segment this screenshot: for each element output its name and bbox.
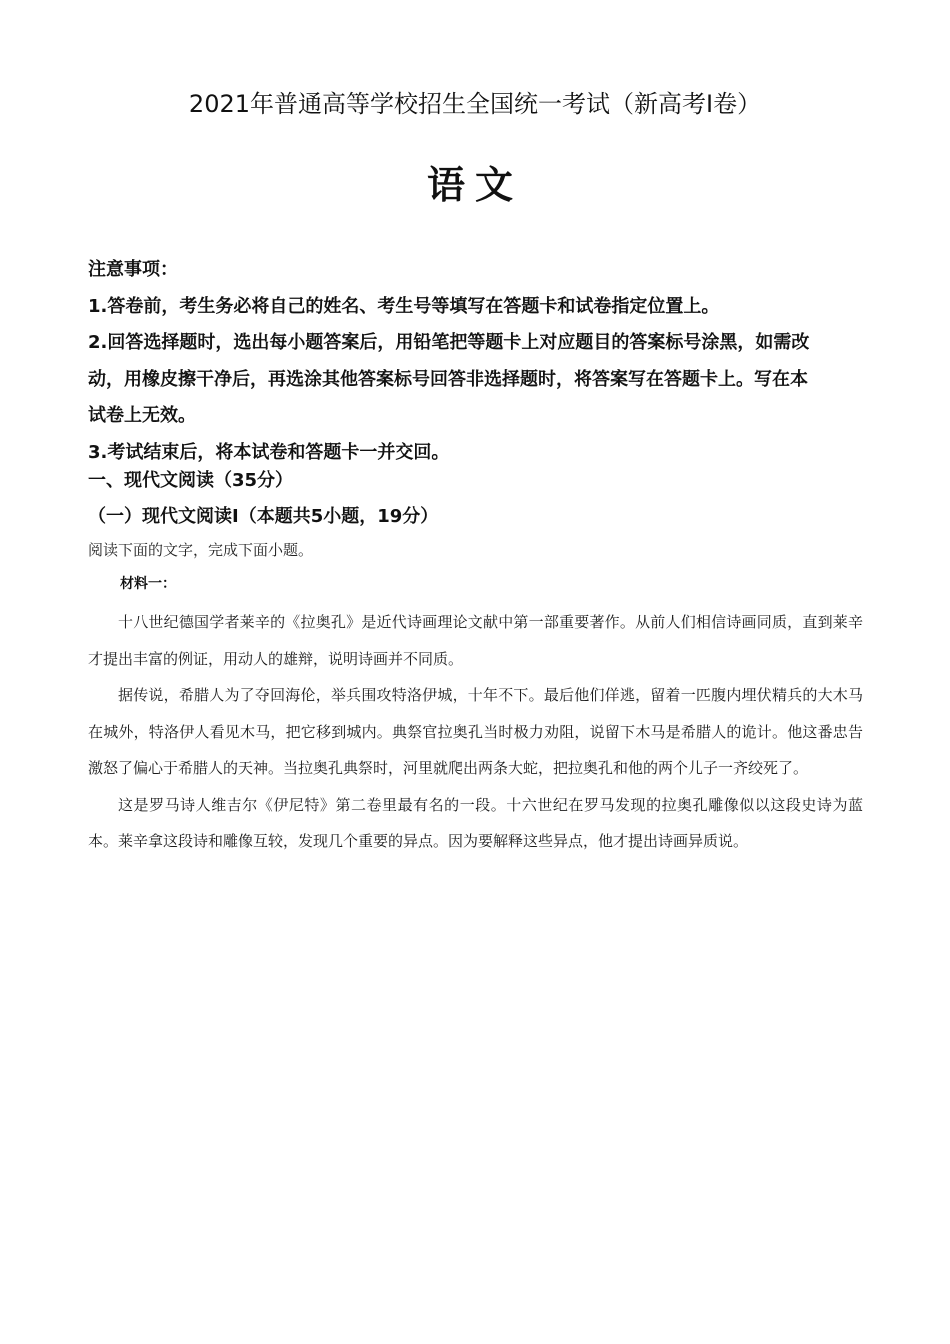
passage-paragraph: 十八世纪德国学者莱辛的《拉奥孔》是近代诗画理论文献中第一部重要著作。从前人们相信诗画同质，直到莱辛才提出丰富的例证，用动人的雄辩，说明诗画并不同质。 bbox=[88, 613, 863, 668]
subsection-heading: （一）现代文阅读Ⅰ（本题共5小题，19分） bbox=[88, 506, 439, 527]
material-label: 材料一： bbox=[120, 576, 176, 592]
notice-heading: 注意事项： bbox=[88, 259, 178, 280]
subject-title: 语文 bbox=[426, 163, 523, 207]
passage-paragraph: 据传说，希腊人为了夺回海伦，举兵围攻特洛伊城，十年不下。最后他们佯逃，留着一匹腹内埋伏精兵的大木马在城外，特洛伊人看见木马，把它移到城内。典祭官拉奥孔当时极力劝阻，说留下木马是希腊人的诡计。他这番忠告激怒了偏心于希腊人的天神。当拉奥孔典祭时，河里就爬出两条大蛇，把拉奥孔和他的两个儿子一齐绞死了。 bbox=[88, 686, 863, 777]
notice-item: 动，用橡皮擦干净后，再选涂其他答案标号回答非选择题时，将答案写在答题卡上。写在本 bbox=[88, 368, 808, 390]
exam-title: 2021年普通高等学校招生全国统一考试（新高考Ⅰ卷） bbox=[188, 90, 762, 118]
reading-passage bbox=[88, 604, 863, 860]
section-heading: 一、现代文阅读（35分） bbox=[88, 470, 294, 491]
reading-instruction: 阅读下面的文字，完成下面小题。 bbox=[88, 541, 314, 559]
notice-item: 1.答卷前，考生务必将自己的姓名、考生号等填写在答题卡和试卷指定位置上。 bbox=[88, 295, 720, 317]
notice-item: 3.考试结束后，将本试卷和答题卡一并交回。 bbox=[88, 441, 450, 463]
notice-item: 试卷上无效。 bbox=[88, 405, 196, 426]
notice-block bbox=[88, 252, 868, 471]
passage-paragraph: 这是罗马诗人维吉尔《伊尼特》第二卷里最有名的一段。十六世纪在罗马发现的拉奥孔雕像似以这段史诗为蓝本。莱辛拿这段诗和雕像互较，发现几个重要的异点。因为要解释这些异点，他才提出诗画异质说。 bbox=[88, 795, 863, 850]
notice-item: 2.回答选择题时，选出每小题答案后，用铅笔把等题卡上对应题目的答案标号涂黑，如需改 bbox=[88, 332, 810, 353]
